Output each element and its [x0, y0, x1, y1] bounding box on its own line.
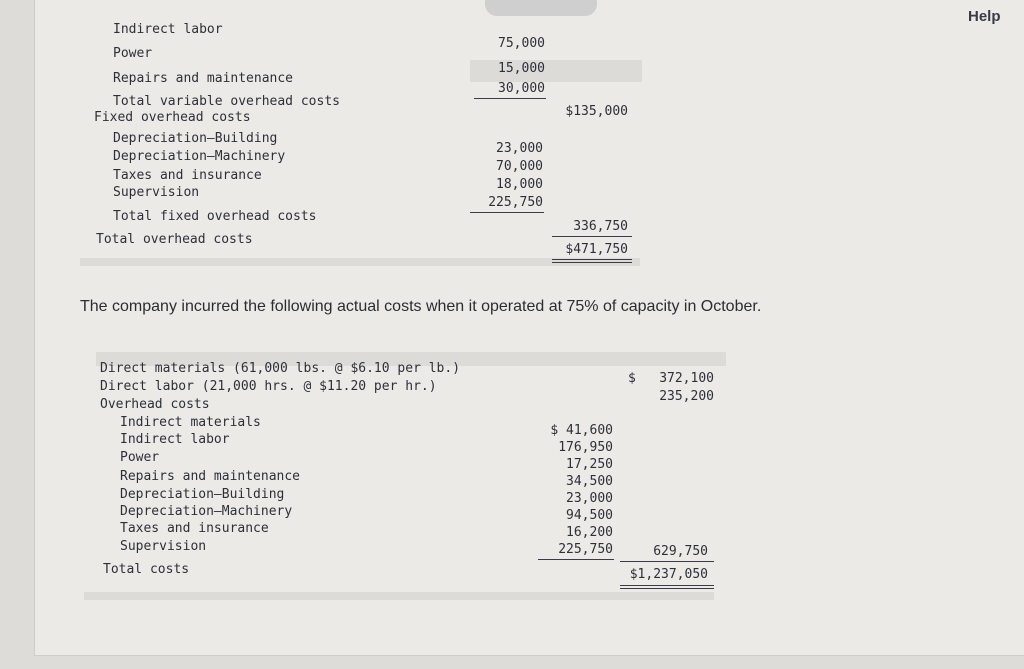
actual-label-depr-building: Depreciation—Building — [120, 487, 285, 502]
actual-total-costs: $1,237,050 — [629, 567, 708, 582]
underline — [620, 561, 714, 562]
intro-text: The company incurred the following actual costs when it operated at 75% of capacity in October. — [80, 298, 762, 315]
budget-label-supervision: Supervision — [113, 185, 200, 200]
actual-label-overhead: Overhead costs — [100, 397, 210, 412]
actual-total-overhead: 629,750 — [653, 544, 708, 559]
actual-value-depr-machinery: 94,500 — [566, 508, 613, 523]
budget-value-power: 15,000 — [498, 61, 545, 76]
underline — [474, 98, 546, 99]
underline — [538, 559, 614, 560]
actual-value-repairs: 34,500 — [566, 474, 613, 489]
budget-label-depr-building: Depreciation—Building — [113, 131, 278, 146]
actual-label-power: Power — [120, 450, 160, 465]
actual-label-taxes: Taxes and insurance — [120, 521, 269, 536]
budget-label-total-variable: Total variable overhead costs — [113, 94, 340, 109]
actual-label-repairs: Repairs and maintenance — [120, 469, 301, 484]
budget-total-overhead: $471,750 — [565, 242, 628, 257]
budget-value-depr-building: 23,000 — [496, 141, 543, 156]
budget-label-total-fixed: Total fixed overhead costs — [113, 209, 317, 224]
budget-label-repairs: Repairs and maintenance — [113, 71, 294, 86]
actual-value-supervision: 225,750 — [558, 542, 613, 557]
table-bottom-band — [84, 592, 714, 600]
actual-value-direct-materials: 372,100 — [659, 371, 714, 386]
actual-value-indirect-materials: $ 41,600 — [550, 423, 613, 438]
budget-value-indirect-labor: 75,000 — [498, 36, 545, 51]
budget-label-power: Power — [113, 46, 153, 61]
actual-value-direct-labor: 235,200 — [659, 389, 714, 404]
actual-label-direct-labor: Direct labor (21,000 hrs. @ $11.20 per hr.) — [100, 379, 437, 394]
actual-label-supervision: Supervision — [120, 539, 207, 554]
budget-label-taxes: Taxes and insurance — [113, 168, 262, 183]
actual-label-total-costs: Total costs — [103, 562, 190, 577]
double-underline-bottom — [620, 588, 714, 589]
underline — [552, 236, 632, 237]
actual-label-direct-materials: Direct materials (61,000 lbs. @ $6.10 per lb.) — [100, 361, 461, 376]
budget-label-fixed-overhead: Fixed overhead costs — [94, 110, 251, 125]
double-underline-top — [620, 585, 714, 586]
actual-dollar-sign: $ — [628, 371, 636, 386]
budget-value-supervision: 225,750 — [488, 195, 543, 210]
actual-value-indirect-labor: 176,950 — [558, 440, 613, 455]
budget-value-repairs: 30,000 — [498, 81, 545, 96]
budget-total-fixed: 336,750 — [573, 219, 628, 234]
actual-label-depr-machinery: Depreciation—Machinery — [120, 504, 293, 519]
help-link[interactable]: Help — [968, 8, 1001, 25]
budget-label-indirect-labor: Indirect labor — [113, 22, 223, 37]
budget-label-total-overhead: Total overhead costs — [96, 232, 253, 247]
budget-value-taxes: 18,000 — [496, 177, 543, 192]
double-underline-bottom — [552, 262, 632, 263]
actual-label-indirect-materials: Indirect materials — [120, 415, 261, 430]
budget-total-variable: $135,000 — [565, 104, 628, 119]
underline — [470, 212, 544, 213]
actual-value-taxes: 16,200 — [566, 525, 613, 540]
actual-value-power: 17,250 — [566, 457, 613, 472]
budget-value-depr-machinery: 70,000 — [496, 159, 543, 174]
actual-value-depr-building: 23,000 — [566, 491, 613, 506]
actual-label-indirect-labor: Indirect labor — [120, 432, 230, 447]
double-underline-top — [552, 259, 632, 260]
saved-indicator — [485, 0, 597, 16]
budget-label-depr-machinery: Depreciation—Machinery — [113, 149, 286, 164]
